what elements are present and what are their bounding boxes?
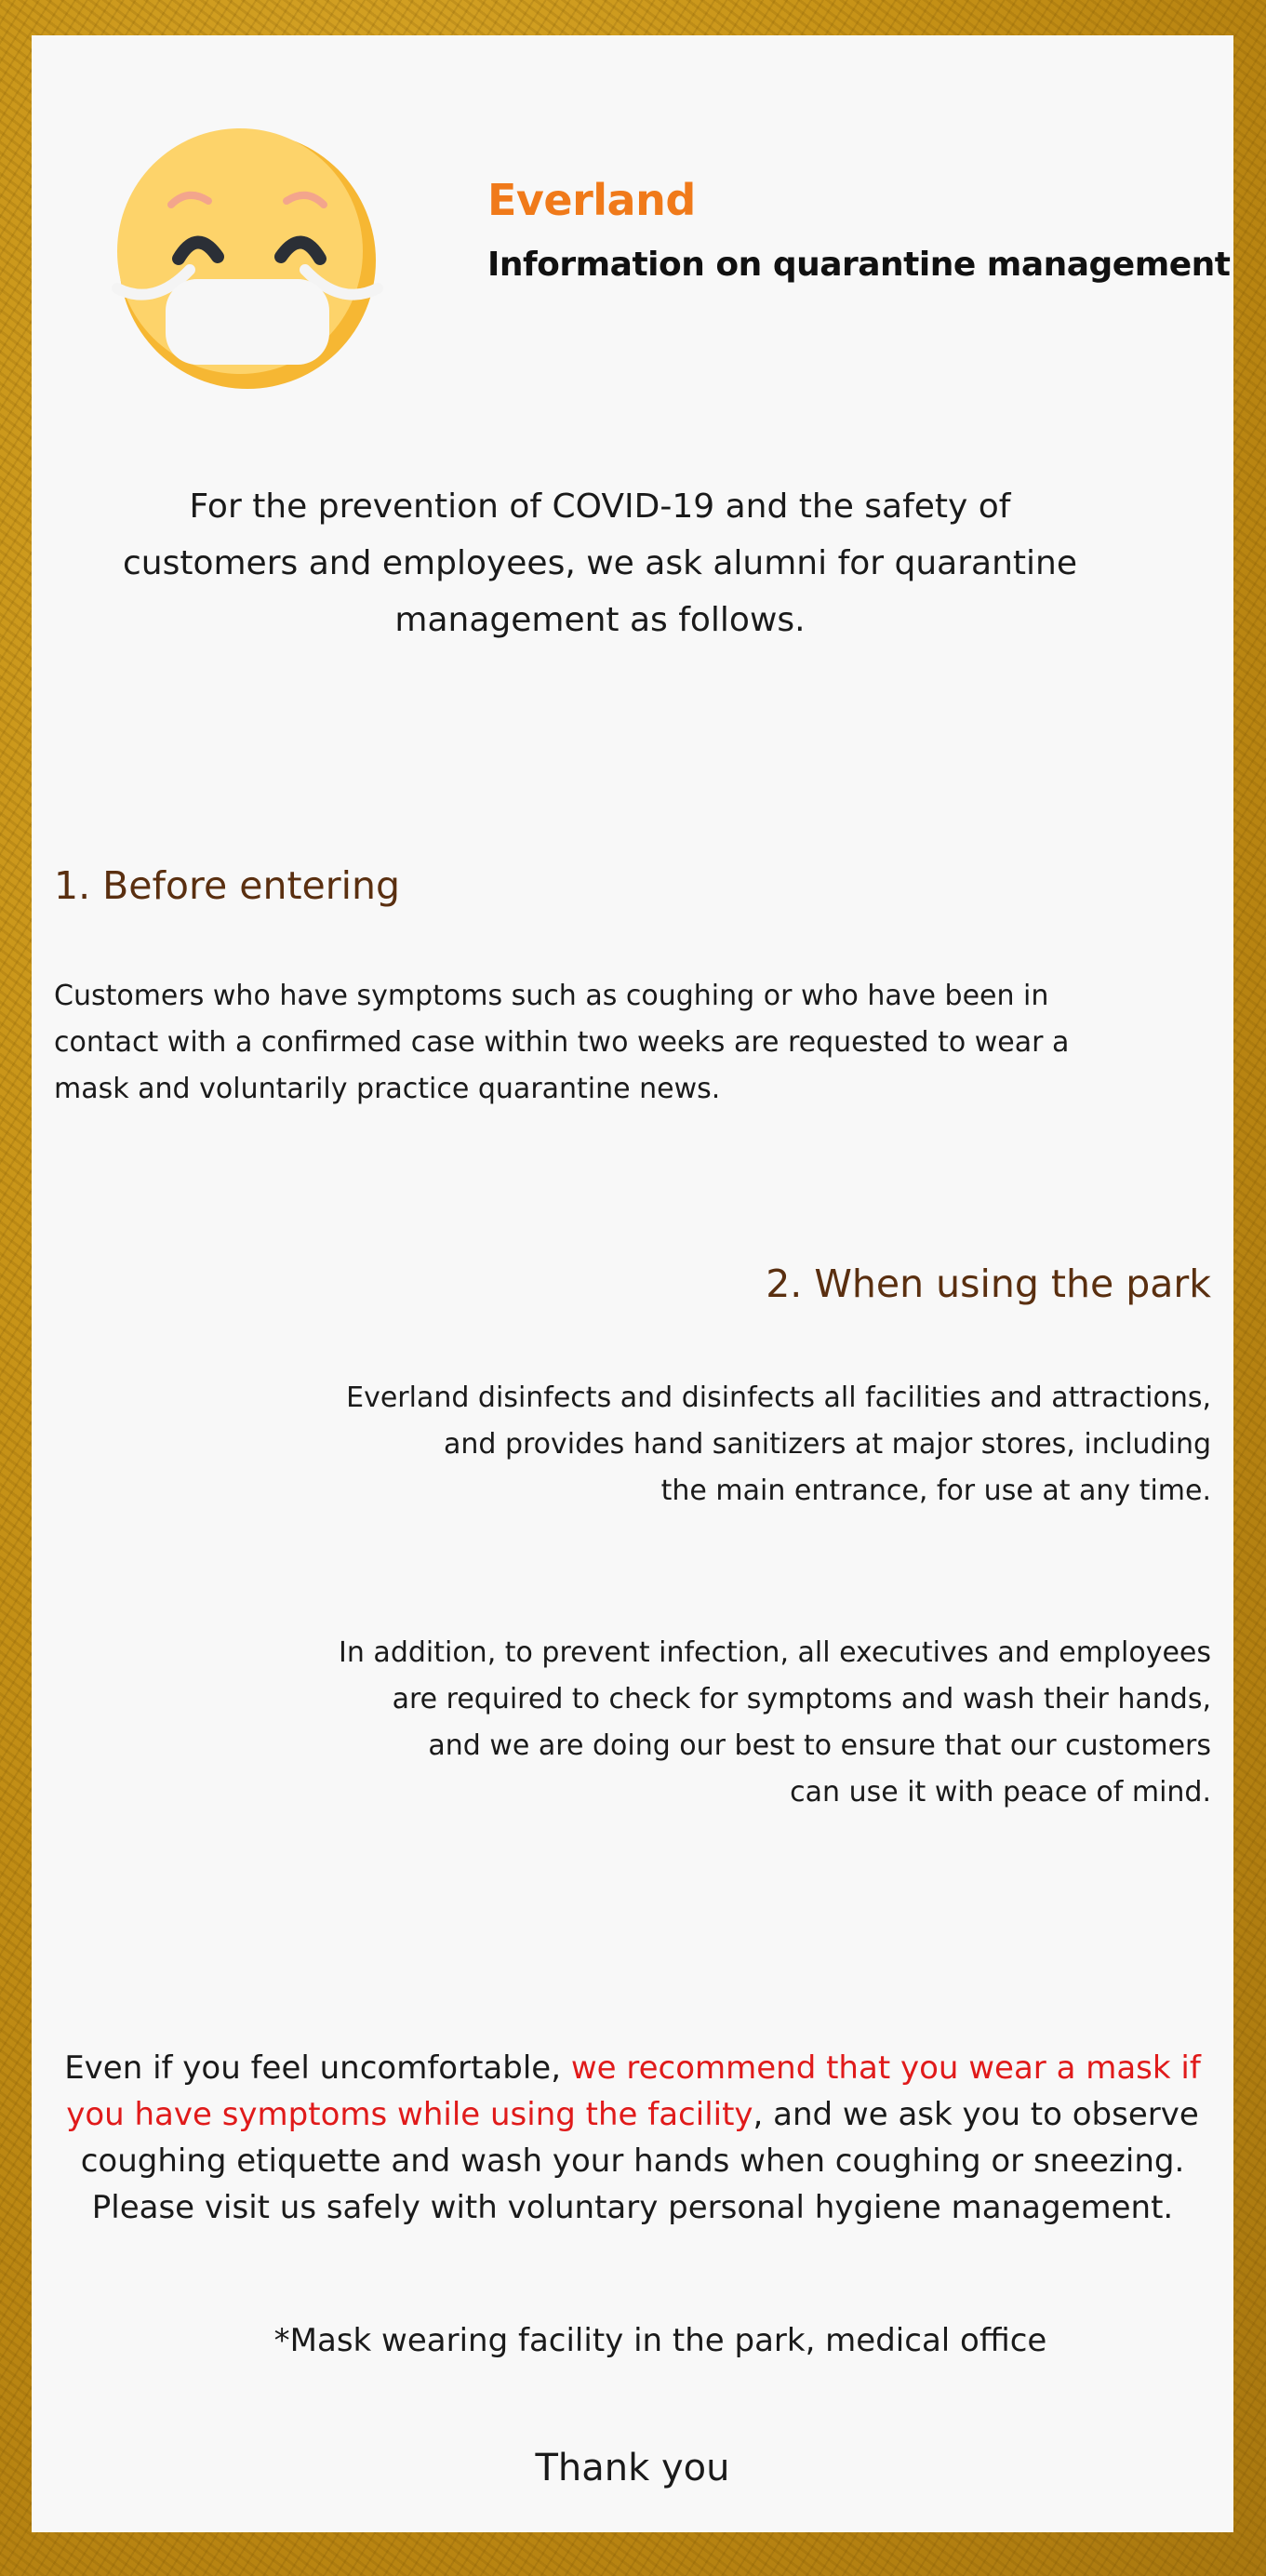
closing-text-plain: , and we ask you to observe xyxy=(753,2096,1199,2133)
section-using-park-paragraph-1 xyxy=(281,1375,1211,1515)
closing-text-highlight: you have symptoms while using the facility xyxy=(66,2096,753,2133)
intro-paragraph xyxy=(32,478,1233,648)
text-line: In addition, to prevent infection, all executives and employees xyxy=(339,1636,1211,1669)
text-line: are required to check for symptoms and wash their hands, xyxy=(392,1683,1211,1715)
closing-line: Please visit us safely with voluntary personal hygiene management. xyxy=(91,2189,1174,2226)
text-line: mask and voluntarily practice quarantine news. xyxy=(54,1073,721,1105)
closing-paragraph xyxy=(32,2045,1233,2231)
section-heading-using-park: 2. When using the park xyxy=(766,1261,1211,1306)
text-line: and we are doing our best to ensure that our customers xyxy=(428,1729,1211,1762)
intro-line: customers and employees, we ask alumni for quarantine xyxy=(122,544,1078,582)
closing-text-plain: Even if you feel uncomfortable, xyxy=(64,2049,571,2087)
text-line: Everland disinfects and disinfects all facilities and attractions, xyxy=(346,1381,1211,1414)
face-with-mask-icon xyxy=(99,112,396,409)
closing-line: coughing etiquette and wash your hands when coughing or sneezing. xyxy=(80,2142,1185,2180)
section-before-entering-text xyxy=(54,973,1124,1113)
brand-title: Everland xyxy=(487,175,696,225)
text-line: the main entrance, for use at any time. xyxy=(660,1475,1211,1507)
closing-text-highlight: we recommend that you wear a mask if xyxy=(570,2049,1201,2087)
closing-line xyxy=(32,2045,1233,2091)
thank-you-text: Thank you xyxy=(535,2447,730,2489)
intro-line: For the prevention of COVID-19 and the safety of xyxy=(189,487,1011,526)
text-line: can use it with peace of mind. xyxy=(790,1776,1211,1809)
text-line: Customers who have symptoms such as coughing or who have been in xyxy=(54,980,1049,1012)
section-heading-before-entering: 1. Before entering xyxy=(54,863,401,908)
text-line: and provides hand sanitizers at major stores, including xyxy=(443,1428,1211,1461)
intro-line: management as follows. xyxy=(394,601,806,639)
footnote: *Mask wearing facility in the park, medical office xyxy=(273,2322,1047,2359)
notice-card xyxy=(32,35,1233,2532)
section-using-park-paragraph-2 xyxy=(281,1630,1211,1816)
page-title: Information on quarantine management xyxy=(487,246,1231,284)
closing-line xyxy=(32,2091,1233,2138)
text-line: contact with a confirmed case within two weeks are requested to wear a xyxy=(54,1026,1070,1059)
